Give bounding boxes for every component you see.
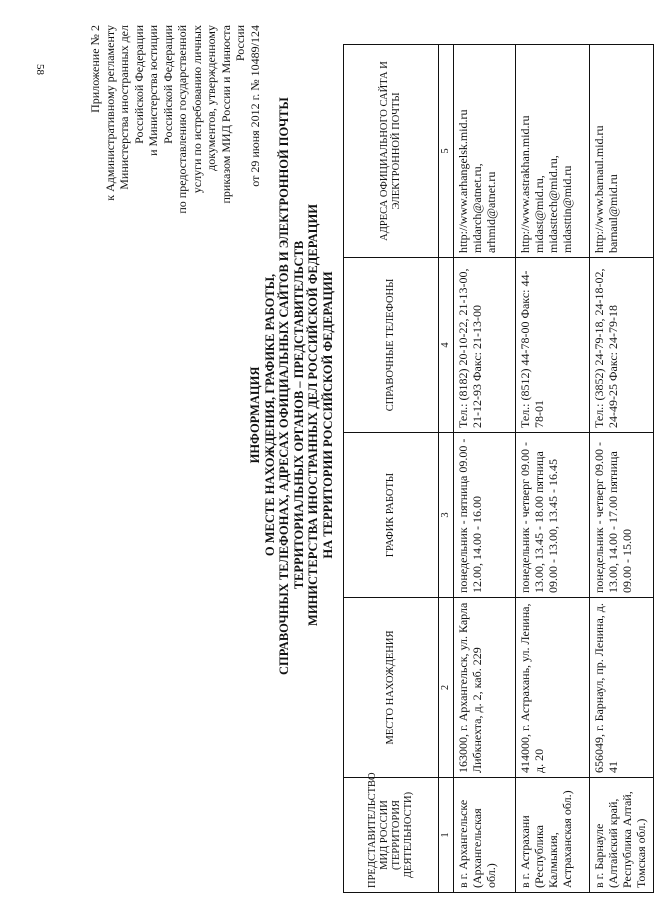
cell-schedule: понедельник - пятница 09.00 - 12.00, 14.00 - 16.00: [454, 433, 516, 598]
title-line: О МЕСТЕ НАХОЖДЕНИЯ, ГРАФИКЕ РАБОТЫ,: [262, 273, 277, 557]
cell-web: [516, 45, 590, 258]
annex-line: и Министерства юстиции: [146, 25, 160, 156]
annex-line: документов, утвержденному: [204, 25, 218, 171]
cell-web: [590, 45, 654, 258]
cell-phones: Тел.: (3852) 24-79-18, 24-18-02, 24-49-25 Факс: 24-79-18: [590, 258, 654, 433]
cell-web: [454, 45, 516, 258]
annex-line: по предоставлению государственной: [175, 25, 189, 214]
email-link[interactable]: arhmid@atnet.ru: [484, 171, 498, 253]
annex-line: от 29 июня 2012 г. № 10489/124: [247, 25, 262, 187]
header-web: АДРЕСА ОФИЦИАЛЬНОГО САЙТА И ЭЛЕКТРОННОЙ ПОЧТЫ: [344, 45, 439, 258]
column-number: 1: [439, 778, 454, 893]
header-address: МЕСТО НАХОЖДЕНИЯ: [344, 598, 439, 778]
title-line: ИНФОРМАЦИЯ: [248, 366, 262, 464]
cell-phones: Тел.: (8512) 44-78-00 Факс: 44-78-01: [516, 258, 590, 433]
email-link[interactable]: midasttech@mid.ru,: [546, 155, 560, 253]
title-line: МИНИСТЕРСТВА ИНОСТРАННЫХ ДЕЛ РОССИЙСКОЙ ФЕДЕРАЦИИ: [306, 204, 320, 626]
title-line: СПРАВОЧНЫХ ТЕЛЕФОНАХ, АДРЕСАХ ОФИЦИАЛЬНЫХ САЙТОВ И ЭЛЕКТРОННОЙ ПОЧТЫ: [277, 97, 291, 675]
annex-line: Российской Федерации: [131, 25, 146, 144]
web-link[interactable]: http://www.barnaul.mid.ru: [592, 125, 606, 253]
email-link[interactable]: midasttin@mid.ru: [560, 165, 574, 253]
cell-address: 414000, г. Астрахань, ул. Ленина, д. 20: [516, 598, 590, 778]
annex-line: приказом МИД России и Минюста России: [218, 25, 247, 204]
cell-office: в г. Архангельске (Архангельская обл.): [454, 778, 516, 893]
annex-line: Российской Федерации: [160, 25, 175, 144]
cell-schedule: понедельник - четверг 09.00 - 13.00, 14.00 - 17.00 пятница 09.00 - 15.00: [590, 433, 654, 598]
column-number: 5: [439, 45, 454, 258]
web-link[interactable]: http://www.astrakhan.mid.ru: [518, 115, 532, 253]
cell-office: в г. Барнауле (Алтайский край, Республика Алтай, Томская обл.): [590, 778, 654, 893]
header-office: ПРЕДСТАВИТЕЛЬСТВО МИД РОССИИ (ТЕРРИТОРИЯ ДЕЯТЕЛЬНОСТИ): [344, 778, 439, 893]
email-link[interactable]: barnaul@mid.ru: [606, 174, 620, 253]
table-row: [454, 45, 516, 893]
table-row: [590, 45, 654, 893]
column-number: 4: [439, 258, 454, 433]
email-link[interactable]: midast@mid.ru,: [532, 175, 546, 253]
table-row: [516, 45, 590, 893]
page-number: 58: [34, 64, 46, 75]
cell-address: 163000, г. Архангельск, ул. Карла Либкнехта, д. 2, каб. 229: [454, 598, 516, 778]
header-schedule: ГРАФИК РАБОТЫ: [344, 433, 439, 598]
email-link[interactable]: midarch@atnet.ru,: [470, 163, 484, 253]
cell-schedule: понедельник - четверг 09.00 - 13.00, 13.45 - 18.00 пятница 09.00 - 13.00, 13.45 - 16.45: [516, 433, 590, 598]
annex-line: Приложение № 2: [88, 25, 102, 113]
column-number-row: [439, 45, 454, 893]
annex-line: услуги по истребованию личных: [189, 25, 204, 194]
column-number: 3: [439, 433, 454, 598]
cell-office: в г. Астрахани (Республика Калмыкия, Астраханская обл.): [516, 778, 590, 893]
annex-line: к Административному регламенту: [102, 25, 117, 201]
annex-block: [88, 25, 262, 235]
web-link[interactable]: http://www.arhangelsk.mid.ru: [456, 109, 470, 253]
title-line: НА ТЕРРИТОРИИ РОССИЙСКОЙ ФЕДЕРАЦИИ: [320, 271, 335, 559]
column-number: 2: [439, 598, 454, 778]
cell-phones: Тел.: (8182) 20-10-22, 21-13-00, 21-12-93 Факс: 21-13-00: [454, 258, 516, 433]
annex-line: Министерства иностранных дел: [117, 25, 131, 190]
title-line: ТЕРРИТОРИАЛЬНЫХ ОРГАНОВ – ПРЕДСТАВИТЕЛЬСТВ: [291, 240, 306, 590]
cell-address: 656049, г. Барнаул, пр. Ленина, д. 41: [590, 598, 654, 778]
header-phones: СПРАВОЧНЫЕ ТЕЛЕФОНЫ: [344, 258, 439, 433]
table-header-row: [344, 45, 439, 893]
offices-table: [343, 44, 654, 893]
